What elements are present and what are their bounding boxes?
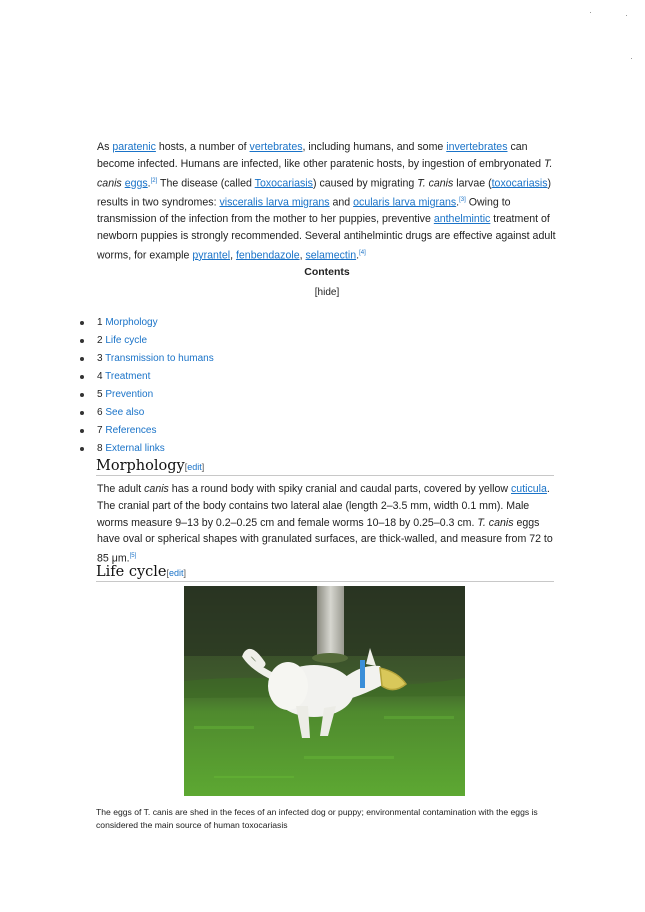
link-ocularis-larva-migrans[interactable]: ocularis larva migrans — [353, 196, 457, 209]
link-toxocariasis[interactable]: Toxocariasis — [254, 177, 313, 190]
link-cuticula[interactable]: cuticula — [511, 483, 547, 495]
toc-number: 6 — [97, 407, 103, 418]
link-paratenic[interactable]: paratenic — [112, 141, 156, 153]
toc-link[interactable]: See also — [105, 407, 145, 418]
toc-item[interactable] — [80, 316, 214, 334]
link-eggs[interactable]: eggs — [124, 177, 148, 190]
link-selamectin[interactable]: selamectin — [305, 249, 357, 262]
toc-link[interactable]: Life cycle — [105, 335, 148, 346]
table-of-contents — [80, 316, 214, 460]
link-anthelmintic[interactable]: anthelmintic — [433, 213, 491, 226]
bullet-dot — [80, 393, 84, 397]
toc-link[interactable]: Transmission to humans — [105, 353, 214, 364]
bullet-dot — [80, 411, 84, 415]
link-visceralis-larva-migrans[interactable]: visceralis larva migrans — [219, 196, 330, 209]
link-toxocariasis-2[interactable]: toxocariasis — [491, 177, 548, 190]
bullet-dot — [80, 321, 84, 325]
toc-item[interactable] — [80, 352, 214, 370]
morphology-paragraph: The adult canis has a round body with spiky cranial and caudal parts, covered by yellow cuticula. The cranial part of the body contains two lateral alae (length 2–3.5 mm, width 0.1 mm). Male worms measure 9–13 by 0.2–0.25 cm and female worms 10–18 by 0.25–0.3 cm. T. canis eggs have oval or spherical shapes with granulated surfaces, are thick-walled, and measure from 72 to 85 μm.[5] — [97, 483, 553, 565]
link-vertebrates[interactable]: vertebrates — [249, 141, 303, 153]
photo-caption: The eggs of T. canis are shed in the feces of an infected dog or puppy; environmental contamination with the eggs is considered the main source of human toxocariasis — [96, 807, 538, 830]
toc-item[interactable] — [80, 334, 214, 352]
toc-link[interactable]: Treatment — [105, 371, 151, 382]
link-fenbendazole[interactable]: fenbendazole — [235, 249, 300, 262]
citation-ref[interactable]: [2] — [150, 177, 158, 184]
citation-ref[interactable]: [4] — [359, 249, 366, 256]
intro-paragraph: As paratenic hosts, a number of vertebrates, including humans, and some invertebrates can become infected. Humans are infected, like other paratenic hosts, by ingestion of embryonated T. canis eggs.[2] The disease (called Toxocariasis) caused by migrating T. canis larvae (toxocariasis) results in two syndromes: visceralis larva migrans and ocularis larva migrans.[3] Owing to transmission of the infection from the mother to her puppies, preventive anthelmintic treatment of newborn puppies is strongly recommended. Several antihelmintic drugs are effective against adult worms, for example pyrantel, fenbendazole, selamectin.[4] — [97, 141, 556, 262]
toc-item[interactable] — [80, 388, 214, 406]
toc-link[interactable]: References — [105, 425, 157, 436]
edit-link[interactable]: edit — [169, 568, 184, 578]
citation-ref[interactable]: [5] — [129, 553, 137, 560]
toc-item[interactable] — [80, 370, 214, 388]
contents-hide-toggle[interactable]: [hide] — [314, 287, 340, 298]
life-cycle-heading: Life cycle[edit] — [96, 564, 554, 582]
toc-number: 4 — [97, 371, 103, 382]
contents-title: Contents — [304, 266, 350, 278]
toc-number: 5 — [97, 389, 103, 400]
toc-link[interactable]: Prevention — [105, 389, 154, 400]
scan-speck — [590, 12, 591, 13]
scan-speck — [631, 58, 632, 59]
bullet-dot — [80, 429, 84, 433]
toc-number: 3 — [97, 353, 103, 364]
bullet-dot — [80, 447, 84, 451]
toc-number: 1 — [97, 317, 103, 328]
toc-number: 2 — [97, 335, 103, 346]
link-invertebrates[interactable]: invertebrates — [446, 141, 508, 153]
bullet-dot — [80, 357, 84, 361]
dog-photo — [184, 586, 465, 796]
citation-ref[interactable]: [3] — [459, 196, 466, 203]
toc-item[interactable] — [80, 424, 214, 442]
toc-item[interactable] — [80, 406, 214, 424]
bullet-dot — [80, 375, 84, 379]
scan-speck — [626, 15, 627, 16]
bullet-dot — [80, 339, 84, 343]
toc-number: 7 — [97, 425, 103, 436]
edit-link[interactable]: edit — [187, 462, 202, 472]
toc-link[interactable]: External links — [105, 443, 165, 454]
toc-link[interactable]: Morphology — [105, 317, 158, 328]
link-pyrantel[interactable]: pyrantel — [192, 249, 231, 262]
toc-number: 8 — [97, 443, 103, 454]
morphology-heading: Morphology[edit] — [96, 458, 554, 476]
